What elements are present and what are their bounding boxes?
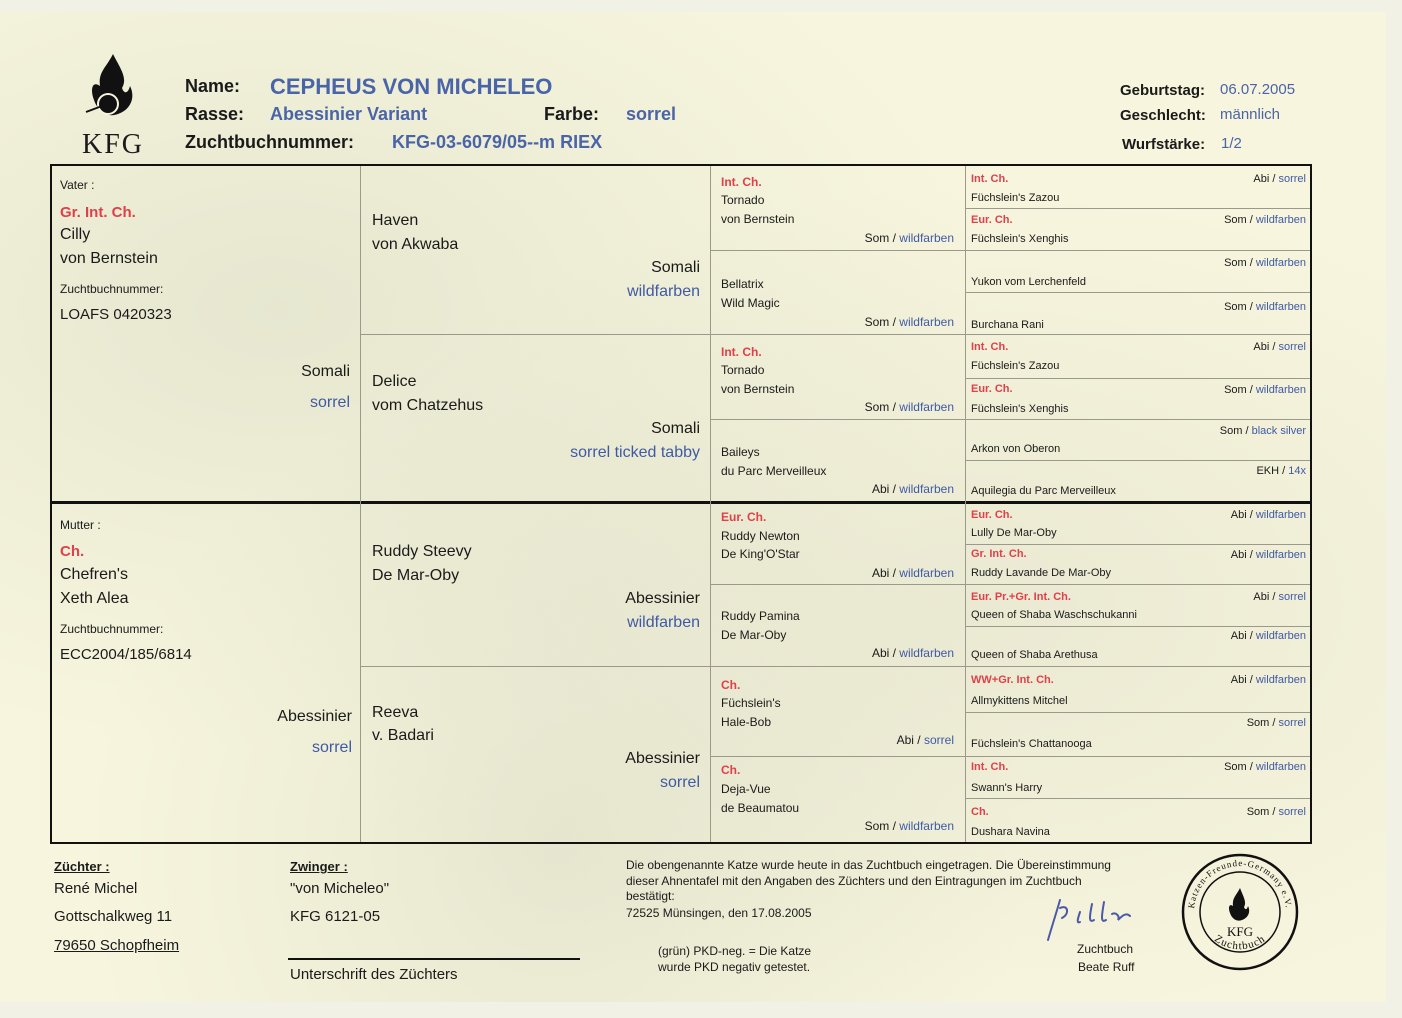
gen4-name: Swann's Harry (971, 782, 1043, 794)
zwinger-name: "von Micheleo" (290, 880, 390, 897)
gen2-breed: Somali (651, 259, 700, 276)
gen3-breed-color (800, 315, 954, 329)
gen4-breed: Abi / (1230, 674, 1253, 686)
note-line-2: dieser Ahnentafel mit den Angaben des Züchters und den Eintragungen im Zuchtbuch (626, 874, 1082, 888)
zuchtbuch-value: KFG-03-6079/05--m RIEX (392, 132, 603, 152)
zuchtbuch-officer: Beate Ruff (1078, 960, 1135, 974)
mutter-name1: Chefren's (60, 566, 128, 583)
gen4-color: wildfarben (1255, 761, 1306, 773)
gen4-title: Eur. Ch. (971, 509, 1013, 521)
gen4-name: Yukon vom Lerchenfeld (971, 276, 1086, 288)
vater-zb: LOAFS 0420323 (60, 306, 172, 323)
gen4-breed: Abi / (1230, 509, 1253, 521)
gen2-color: sorrel ticked tabby (570, 444, 700, 461)
gen3-breed: Abi / (871, 646, 896, 660)
mutter-title: Ch. (60, 543, 85, 560)
gen3-title: Int. Ch. (721, 345, 762, 359)
gen4-name: Allmykittens Mitchel (971, 695, 1068, 707)
gen4-title: Eur. Ch. (971, 383, 1013, 395)
signature-line (288, 958, 580, 960)
zuchtbuch-label: Zuchtbuchnummer: (185, 132, 354, 152)
gen3-breed-color (800, 482, 954, 496)
vater-name2: von Bernstein (60, 250, 158, 267)
vater-zb-label: Zuchtbuchnummer: (60, 282, 164, 296)
gen4-name: Füchslein's Zazou (971, 360, 1060, 372)
gen4-name: Lully De Mar-Oby (971, 527, 1057, 539)
gen4-color: wildfarben (1255, 257, 1306, 269)
gen4-color: wildfarben (1255, 214, 1306, 226)
gen3-name2: Hale-Bob (721, 715, 772, 729)
gen4-color: wildfarben (1255, 549, 1306, 561)
gen3-breed-color (800, 400, 954, 414)
gen3-breed: Som / (864, 315, 896, 329)
gen4-name: Burchana Rani (971, 319, 1044, 331)
gen4-breed: Som / (1246, 806, 1276, 818)
gen4-color: wildfarben (1255, 301, 1306, 313)
gen3-color: wildfarben (899, 819, 954, 833)
gen3-line-4 (711, 756, 1310, 757)
svg-text:KFG: KFG (1226, 924, 1254, 939)
gen2-line-1 (361, 334, 1310, 335)
gen3-breed: Som / (864, 819, 896, 833)
gen3-color: wildfarben (899, 315, 954, 329)
mutter-zb: ECC2004/185/6814 (60, 646, 192, 663)
gen4-breed: Som / (1224, 214, 1253, 226)
geschlecht-value: männlich (1220, 106, 1281, 123)
gen2-name1: Ruddy Steevy (372, 543, 472, 560)
gen4-breed: Som / (1224, 301, 1253, 313)
gen3-name2: De Mar-Oby (721, 628, 787, 642)
col-line-1 (360, 166, 361, 842)
gen4-line-7 (966, 712, 1310, 713)
gen4-line-8 (966, 798, 1310, 799)
gen3-line-3 (711, 584, 1310, 585)
gen3-breed-color (800, 733, 954, 747)
gen4-name: Dushara Navina (971, 826, 1050, 838)
gen4-line-6 (966, 626, 1310, 627)
zwinger-nr: KFG 6121-05 (290, 908, 381, 925)
rasse-label: Rasse: (185, 104, 245, 124)
gen3-breed-color (800, 566, 954, 580)
gen4-line-4 (966, 460, 1310, 461)
rasse-value: Abessinier Variant (270, 104, 428, 124)
gen4-breed: Som / (1219, 425, 1249, 437)
gen3-name2: von Bernstein (721, 382, 795, 396)
gen4-breed-color (1130, 173, 1306, 185)
zuechter-name: René Michel (54, 880, 138, 897)
gen4-breed-color (1130, 341, 1306, 353)
gen2-breed: Abessinier (625, 750, 700, 767)
gen4-title: Gr. Int. Ch. (971, 548, 1027, 560)
gen4-breed-color (1130, 465, 1306, 477)
gen3-name1: Bellatrix (721, 277, 764, 291)
gen4-title: Int. Ch. (971, 173, 1009, 185)
gen4-color: sorrel (1278, 591, 1306, 603)
gen2-name2: von Akwaba (372, 236, 459, 253)
gen3-color: wildfarben (899, 231, 954, 245)
gen3-title: Ch. (721, 678, 741, 692)
gen4-breed-color (1130, 384, 1306, 396)
pedigree-document (0, 12, 1386, 1002)
gen2-breed: Somali (651, 420, 700, 437)
gen3-name2: De King'O'Star (721, 547, 800, 561)
gen3-name1: Ruddy Pamina (721, 609, 800, 623)
name-label: Name: (185, 76, 241, 96)
mutter-role: Mutter : (60, 518, 101, 532)
mutter-breed: Abessinier (277, 708, 352, 725)
gen3-breed: Som / (864, 400, 896, 414)
zuchtbuch-office: Zuchtbuch (1077, 942, 1134, 956)
gen4-breed-color (1130, 630, 1306, 642)
gen4-color: sorrel (1278, 173, 1306, 185)
note-line-3: bestätigt: (626, 889, 675, 903)
gen4-line-5 (966, 544, 1310, 545)
gen3-color: wildfarben (899, 646, 954, 660)
gen4-title: Int. Ch. (971, 761, 1009, 773)
gen4-breed: Abi / (1253, 173, 1276, 185)
gen3-title: Eur. Ch. (721, 510, 767, 524)
gen2-name2: De Mar-Oby (372, 567, 460, 584)
zuechter-city: 79650 Schopfheim (54, 937, 180, 954)
gen4-name: Füchslein's Zazou (971, 192, 1060, 204)
svg-text:Zuchtbuch: Zuchtbuch (1212, 932, 1268, 953)
gen4-breed-color (1130, 257, 1306, 269)
gen4-breed-color (1130, 301, 1306, 313)
gen4-color: wildfarben (1255, 630, 1306, 642)
gen4-color: wildfarben (1255, 674, 1306, 686)
zwinger-label: Zwinger : (290, 859, 348, 874)
farbe-label: Farbe: (544, 104, 600, 124)
gen4-line-2 (966, 292, 1310, 293)
zuechter-street: Gottschalkweg 11 (54, 908, 173, 925)
seal-icon (1180, 852, 1300, 972)
gen2-name1: Delice (372, 373, 417, 390)
note-line-4: 72525 Münsingen, den 17.08.2005 (626, 906, 812, 920)
vater-role: Vater : (60, 178, 95, 192)
gen4-title: WW+Gr. Int. Ch. (971, 674, 1054, 686)
kfg-seal (1180, 852, 1300, 972)
gen4-name: Füchslein's Xenghis (971, 233, 1069, 245)
gen3-name1: Ruddy Newton (721, 529, 800, 543)
cat-name: CEPHEUS VON MICHELEO (270, 74, 553, 99)
gen3-breed-color (800, 646, 954, 660)
gen4-breed-color (1130, 674, 1306, 686)
pkd-line-2: wurde PKD negativ getestet. (658, 960, 811, 974)
flame-cat-icon (78, 50, 148, 130)
gen4-breed: Abi / (1253, 591, 1276, 603)
gen4-breed: Abi / (1253, 341, 1276, 353)
gen2-name1: Haven (372, 212, 419, 229)
gen4-line-3 (966, 378, 1310, 379)
gen2-name2: v. Badari (372, 727, 434, 744)
logo-text: KFG (81, 129, 144, 160)
gen4-breed: Som / (1224, 384, 1253, 396)
gen4-title: Ch. (971, 806, 989, 818)
gen4-name: Arkon von Oberon (971, 443, 1061, 455)
vater-title: Gr. Int. Ch. (60, 204, 136, 221)
gen3-name1: Füchslein's (721, 696, 781, 710)
gen2-breed: Abessinier (625, 590, 700, 607)
gen4-breed-color (1130, 425, 1306, 437)
gen4-color: wildfarben (1255, 509, 1306, 521)
registrar-signature (1040, 890, 1170, 950)
gen4-breed-color (1130, 761, 1306, 773)
gen3-color: wildfarben (899, 482, 954, 496)
gen3-breed: Abi / (896, 733, 921, 747)
geburtstag-label: Geburtstag: (1120, 82, 1206, 99)
gen2-color: wildfarben (627, 283, 700, 300)
gen4-breed: EKH / (1256, 465, 1286, 477)
gen4-name: Ruddy Lavande De Mar-Oby (971, 567, 1112, 579)
col-line-3 (965, 166, 966, 842)
gen4-breed: Som / (1246, 717, 1276, 729)
vater-breed: Somali (301, 363, 350, 380)
gen3-breed: Som / (864, 231, 896, 245)
geburtstag-value: 06.07.2005 (1220, 81, 1296, 98)
vater-color: sorrel (309, 394, 350, 411)
gen3-breed: Abi / (871, 566, 896, 580)
mutter-color: sorrel (311, 739, 352, 756)
gen4-name: Füchslein's Xenghis (971, 403, 1069, 415)
gen4-name: Queen of Shaba Arethusa (971, 649, 1098, 661)
gen3-line-2 (711, 419, 1310, 420)
gen3-name2: Wild Magic (721, 296, 780, 310)
gen3-name1: Baileys (721, 445, 760, 459)
gen4-color: black silver (1251, 425, 1306, 437)
mutter-name2: Xeth Alea (60, 590, 129, 607)
signature-label: Unterschrift des Züchters (290, 966, 458, 983)
gen4-title: Eur. Ch. (971, 214, 1013, 226)
zuechter-label: Züchter : (54, 859, 110, 874)
col-line-2 (710, 166, 711, 842)
gen3-breed: Abi / (871, 482, 896, 496)
gen4-line-1 (966, 208, 1310, 209)
gen4-breed: Som / (1224, 761, 1253, 773)
gen3-name2: du Parc Merveilleux (721, 464, 827, 478)
gen2-name1: Reeva (372, 704, 419, 721)
wurf-label: Wurfstärke: (1122, 136, 1206, 153)
gen4-color: sorrel (1278, 806, 1306, 818)
note-line-1: Die obengenannte Katze wurde heute in das Zuchtbuch eingetragen. Die Übereinstimmung (626, 858, 1111, 872)
gen3-name1: Tornado (721, 193, 765, 207)
wurf-value: 1/2 (1221, 135, 1242, 152)
gen2-name2: vom Chatzehus (372, 397, 484, 414)
gen4-breed-color (1130, 509, 1306, 521)
gen4-name: Füchslein's Chattanooga (971, 738, 1092, 750)
geschlecht-label: Geschlecht: (1120, 107, 1206, 124)
gen3-breed-color (800, 231, 954, 245)
gen4-breed-color (1130, 549, 1306, 561)
pkd-line-1: (grün) PKD-neg. = Die Katze (658, 944, 812, 958)
gen3-name1: Tornado (721, 363, 765, 377)
svg-text:Katzen-Freunde-Germany e.V.: Katzen-Freunde-Germany e.V. (1186, 857, 1294, 910)
gen4-breed-color (1130, 591, 1306, 603)
gen3-color: sorrel (923, 733, 954, 747)
gen4-breed: Abi / (1230, 630, 1253, 642)
gen4-title: Int. Ch. (971, 341, 1009, 353)
gen3-title: Ch. (721, 763, 741, 777)
gen4-color: sorrel (1278, 341, 1306, 353)
gen2-line-2 (361, 666, 1310, 667)
kfg-logo (78, 50, 148, 160)
gen4-breed-color (1130, 214, 1306, 226)
gen4-title: Eur. Pr.+Gr. Int. Ch. (971, 591, 1071, 603)
farbe-value: sorrel (626, 104, 677, 124)
parent-divider (50, 501, 1312, 504)
vater-name1: Cilly (60, 226, 91, 243)
gen4-breed: Abi / (1230, 549, 1253, 561)
mutter-zb-label: Zuchtbuchnummer: (60, 622, 164, 636)
gen3-title: Int. Ch. (721, 175, 762, 189)
gen4-name: Aquilegia du Parc Merveilleux (971, 485, 1116, 497)
gen4-color: wildfarben (1255, 384, 1306, 396)
gen3-name2: de Beaumatou (721, 801, 800, 815)
gen2-color: wildfarben (627, 614, 700, 631)
gen3-breed-color (800, 819, 954, 833)
gen4-breed: Som / (1224, 257, 1253, 269)
gen4-color: sorrel (1278, 717, 1306, 729)
gen3-color: wildfarben (899, 400, 954, 414)
gen4-breed-color (1130, 717, 1306, 729)
gen2-color: sorrel (659, 774, 700, 791)
gen4-breed-color (1130, 806, 1306, 818)
gen4-color: 14x (1288, 465, 1306, 477)
gen3-line-1 (711, 250, 1310, 251)
gen3-name1: Deja-Vue (721, 782, 771, 796)
gen3-color: wildfarben (899, 566, 954, 580)
gen4-name: Queen of Shaba Waschschukanni (971, 609, 1137, 621)
gen3-name2: von Bernstein (721, 212, 795, 226)
